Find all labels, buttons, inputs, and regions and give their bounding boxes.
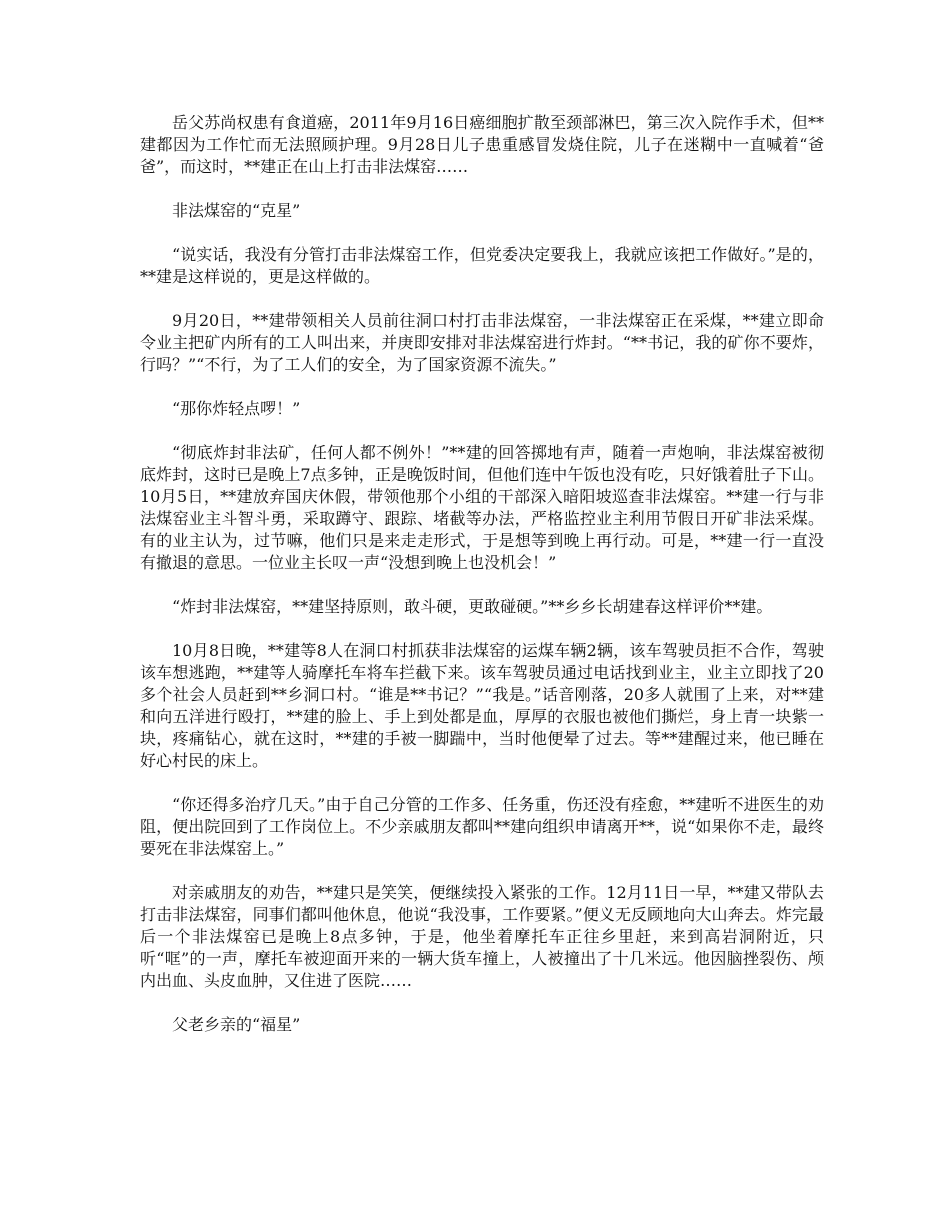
paragraph-oct-8: 10月8日晚，**建等8人在洞口村抓获非法煤窑的运煤车辆2辆，该车驾驶员拒不合作，驾驶该车想逃跑，**建等人骑摩托车将车拦截下来。该车驾驶员通过电话找到业主，业主立即找了20多个社会人员赶到**乡洞口村。“谁是**书记？”“我是。”话音刚落，20多人就围了上来，对**建和向五洋进行殴打，**建的脸上、手上到处都是血，厚厚的衣服也被他们撕烂，身上青一块紫一块，疼痛钻心，就在这时，**建的手被一脚踹中，当时他便晕了过去。等**建醒过来，他已睡在好心村民的床上。 [140, 641, 824, 770]
paragraph-dec-11: 对亲戚朋友的劝告，**建只是笑笑，便继续投入紧张的工作。12月11日一早，**建又带队去打击非法煤窑，同事们都叫他休息，他说“我没事，工作要紧。”便义无反顾地向大山奔去。炸完最后一个非法煤窑已是晚上8点多钟，于是，他坐着摩托车正往乡里赶，来到高岩洞附近，只听“哐”的一声，摩托车被迎面开来的一辆大货车撞上，人被撞出了十几米远。他因脑挫裂伤、颅内出血、头皮血肿，又住进了医院…… [140, 883, 824, 990]
document-body [140, 112, 824, 1058]
paragraph-father-in-law: 岳父苏尚权患有食道癌，2011年9月16日癌细胞扩散至颈部淋巴，第三次入院作手术，但**建都因为工作忙而无法照顾护理。9月28日儿子患重感冒发烧住院，儿子在迷糊中一直喊着“爸爸”，而这时，**建正在山上打击非法煤窑…… [140, 113, 824, 176]
section-heading-lucky-star: 父老乡亲的“福星” [172, 1015, 301, 1034]
paragraph-honest-words: “说实话，我没有分管打击非法煤窑工作，但党委决定要我上，我就应该把工作做好。”是的，**建是这样说的，更是这样做的。 [140, 245, 824, 286]
paragraph-complete-seal: “彻底炸封非法矿，任何人都不例外！”**建的回答掷地有声，随着一声炮响，非法煤窑被彻底炸封，这时已是晚上7点多钟，正是晚饭时间，但他们连中午饭也没有吃，只好饿着肚子下山。10月5日，**建放弃国庆休假，带领他那个小组的干部深入暗阳坡巡查非法煤窑。**建一行与非法煤窑业主斗智斗勇，采取蹲守、跟踪、堵截等办法，严格监控业主利用节假日开矿非法采煤。有的业主认为，过节嘛，他们只是来走走形式，于是想等到晚上再行动。可是，**建一行一直没有撤退的意思。一位业主长叹一声“没想到晚上也没机会！” [140, 443, 824, 572]
paragraph-blast-lightly: “那你炸轻点啰！” [172, 399, 301, 418]
section-heading-nemesis: 非法煤窑的“克星” [172, 201, 301, 220]
paragraph-sept-20: 9月20日，**建带领相关人员前往洞口村打击非法煤窑，一非法煤窑正在采煤，**建立即命令业主把矿内所有的工人叫出来，并庚即安排对非法煤窑进行炸封。“**书记，我的矿你不要炸，行吗？”“不行，为了工人们的安全，为了国家资源不流失。” [140, 311, 824, 374]
paragraph-treatment: “你还得多治疗几天。”由于自己分管的工作多、任务重，伤还没有痊愈，**建听不进医生的劝阻，便出院回到了工作岗位上。不少亲戚朋友都叫**建向组织申请离开**，说“如果你不走，最终要死在非法煤窑上。” [140, 795, 824, 858]
paragraph-township-head-comment: “炸封非法煤窑，**建坚持原则，敢斗硬，更敢碰硬。”**乡乡长胡建春这样评价**建。 [172, 597, 773, 616]
